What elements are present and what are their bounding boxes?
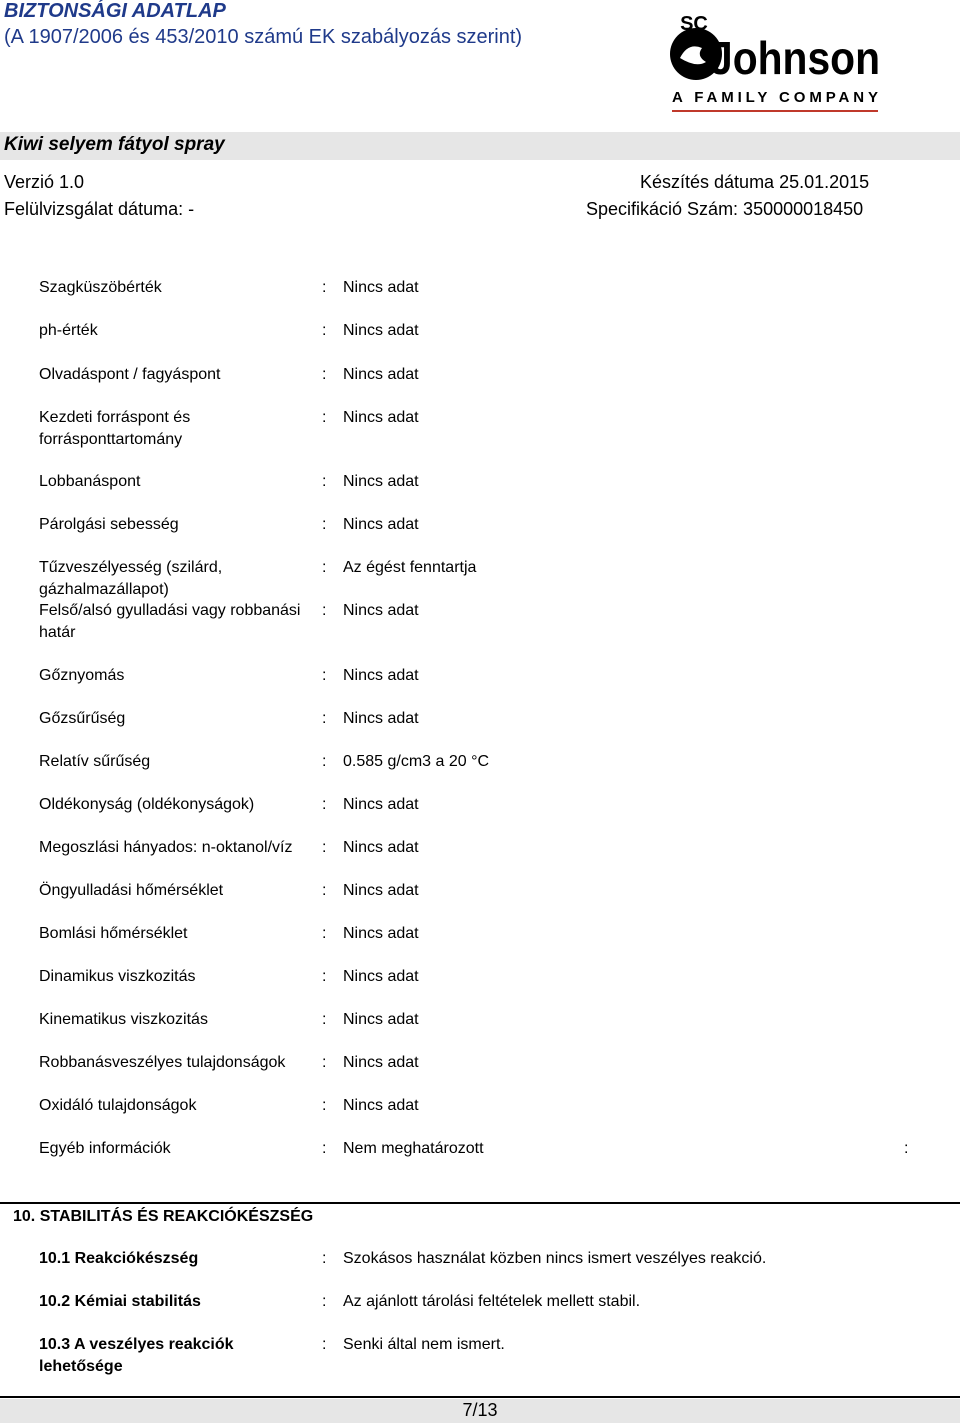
product-name: Kiwi selyem fátyol spray: [4, 134, 225, 155]
property-colon: :: [322, 1011, 327, 1028]
property-colon: :: [322, 366, 327, 383]
revision-date-text: Felülvizsgálat dátuma: -: [4, 199, 195, 219]
property-colon: :: [322, 1140, 327, 1157]
property-label: Robbanásveszélyes tulajdonságok: [39, 1054, 286, 1071]
property-value: Nincs adat: [343, 710, 419, 727]
property-value: Nincs adat: [343, 366, 419, 383]
property-colon: :: [322, 710, 327, 727]
property-value: Nincs adat: [343, 409, 419, 426]
property-colon: :: [322, 559, 327, 576]
property-label: Párolgási sebesség: [39, 516, 179, 533]
property-colon: :: [322, 882, 327, 899]
property-label: Lobbanáspont: [39, 473, 141, 490]
property-label: Olvadáspont / fagyáspont: [39, 366, 221, 383]
property-label: Gőzsűrűség: [39, 710, 126, 727]
property-colon: :: [322, 279, 327, 296]
logo-sc-text: SC: [680, 13, 708, 35]
property-colon: :: [322, 473, 327, 490]
property-colon: :: [322, 968, 327, 985]
property-colon: :: [322, 667, 327, 684]
property-label: Oldékonyság (oldékonyságok): [39, 796, 255, 813]
property-label: Tűzveszélyesség (szilárd, gázhalmazállapot): [39, 559, 223, 598]
section-10-3-value: Senki által nem ismert.: [343, 1336, 505, 1353]
property-label: Öngyulladási hőmérséklet: [39, 882, 224, 899]
regulation-subtitle: (A 1907/2006 és 453/2010 számú EK szabályozás szerint): [4, 26, 523, 48]
page-number: 7/13: [462, 1400, 498, 1420]
property-value: Nincs adat: [343, 1097, 419, 1114]
property-colon: :: [322, 1336, 327, 1353]
property-colon: :: [322, 1054, 327, 1071]
property-value: Nincs adat: [343, 796, 419, 813]
prepared-date-text: Készítés dátuma 25.01.2015: [640, 172, 870, 192]
document-title: BIZTONSÁGI ADATLAP: [4, 0, 226, 22]
property-value: Nem meghatározott: [343, 1140, 484, 1157]
property-value: Nincs adat: [343, 322, 419, 339]
property-colon: :: [322, 322, 327, 339]
property-value: Nincs adat: [343, 925, 419, 942]
property-label: Kinematikus viszkozitás: [39, 1011, 208, 1028]
property-label: ph-érték: [39, 322, 98, 339]
property-colon: :: [322, 409, 327, 426]
property-colon: :: [322, 602, 327, 619]
section-10-2-label: 10.2 Kémiai stabilitás: [39, 1293, 201, 1310]
property-label: Megoszlási hányados: n-oktanol/víz: [39, 839, 293, 856]
property-colon: :: [322, 796, 327, 813]
section-10-title: 10. STABILITÁS ÉS REAKCIÓKÉSZSÉG: [13, 1208, 314, 1225]
property-colon: :: [322, 925, 327, 942]
property-value: 0.585 g/cm3 a 20 °C: [343, 753, 490, 770]
property-label: Felső/alsó gyulladási vagy robbanási határ: [39, 602, 301, 641]
logo-johnson-text: Johnson: [710, 32, 880, 84]
property-value: Nincs adat: [343, 1054, 419, 1071]
property-label: Egyéb információk: [39, 1140, 171, 1157]
property-value: Nincs adat: [343, 968, 419, 985]
property-value: Az égést fenntartja: [343, 559, 477, 576]
section-divider: [0, 1202, 960, 1204]
property-value: Nincs adat: [343, 839, 419, 856]
section-10-1-value: Szokásos használat közben nincs ismert veszélyes reakció.: [343, 1250, 767, 1267]
property-trailing-colon: :: [904, 1140, 909, 1157]
section-10-3-label: 10.3 A veszélyes reakciók lehetősége: [39, 1336, 234, 1375]
property-value: Nincs adat: [343, 602, 419, 619]
property-colon: :: [322, 1250, 327, 1267]
property-colon: :: [322, 1097, 327, 1114]
property-colon: :: [322, 753, 327, 770]
property-colon: :: [322, 1293, 327, 1310]
property-colon: :: [322, 839, 327, 856]
footer-divider: [0, 1396, 960, 1398]
property-value: Nincs adat: [343, 667, 419, 684]
property-value: Nincs adat: [343, 516, 419, 533]
section-10-1-label: 10.1 Reakciókészség: [39, 1250, 199, 1267]
property-value: Nincs adat: [343, 473, 419, 490]
property-value: Nincs adat: [343, 882, 419, 899]
property-label: Oxidáló tulajdonságok: [39, 1097, 197, 1114]
spec-number-text: Specifikáció Szám: 350000018450: [586, 199, 864, 219]
version-text: Verzió 1.0: [4, 172, 85, 192]
property-label: Gőznyomás: [39, 667, 125, 684]
sc-johnson-logo: [666, 8, 888, 118]
property-value: Nincs adat: [343, 279, 419, 296]
property-label: Dinamikus viszkozitás: [39, 968, 196, 985]
property-colon: :: [322, 516, 327, 533]
property-label: Kezdeti forráspont és forrásponttartomány: [39, 409, 191, 448]
property-label: Bomlási hőmérséklet: [39, 925, 188, 942]
section-10-2-value: Az ajánlott tárolási feltételek mellett stabil.: [343, 1293, 641, 1310]
logo-tagline-text: A FAMILY COMPANY: [672, 89, 878, 106]
property-label: Relatív sűrűség: [39, 753, 151, 770]
property-value: Nincs adat: [343, 1011, 419, 1028]
property-label: Szagküszöbérték: [39, 279, 162, 296]
